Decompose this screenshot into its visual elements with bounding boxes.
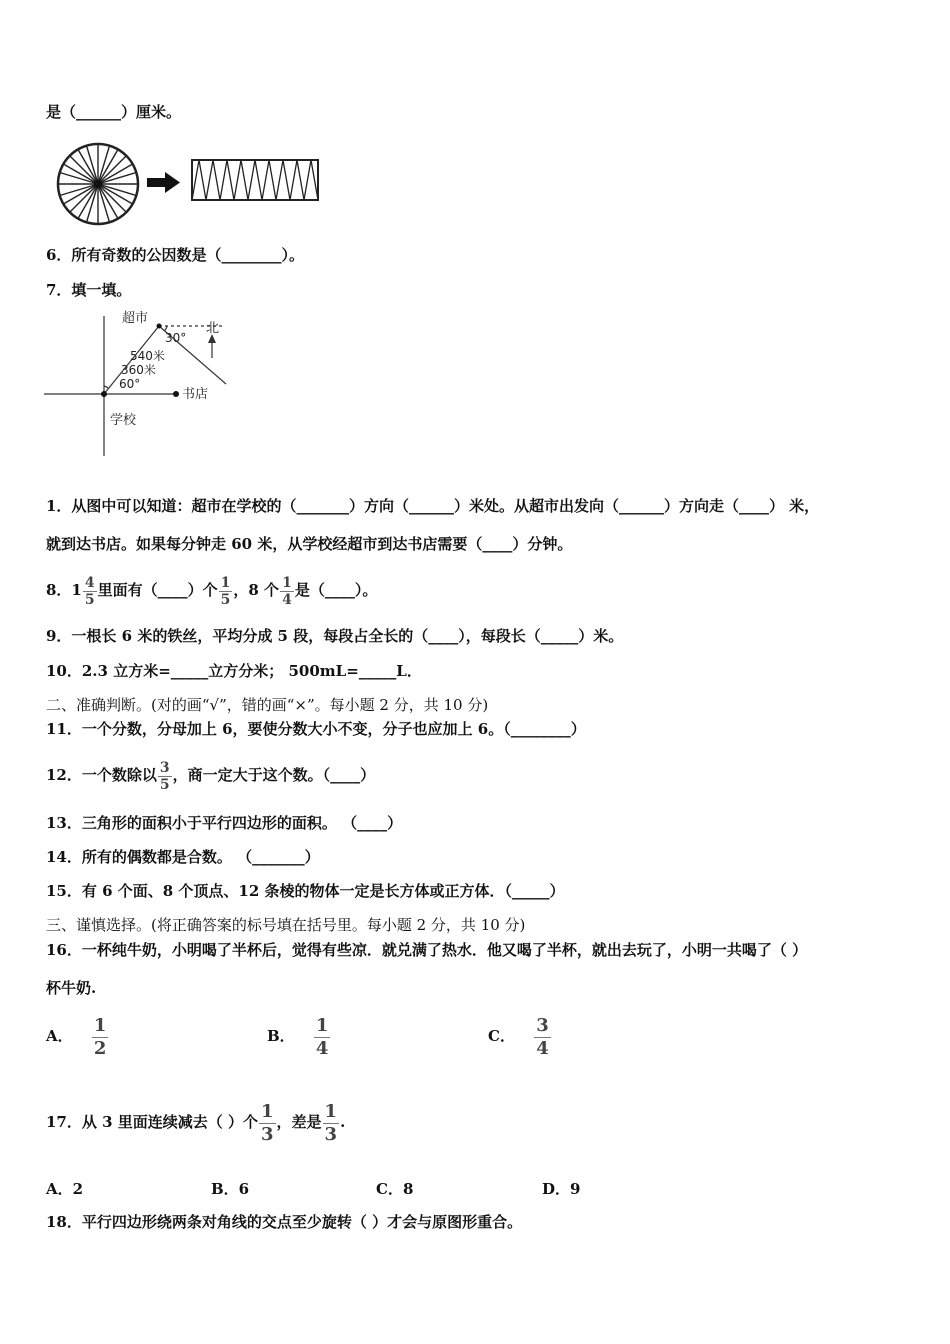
q17-f1-den: 3 xyxy=(260,1123,274,1145)
q17-f2-num: 1 xyxy=(324,1100,338,1122)
q12-text xyxy=(46,755,375,795)
q12-prefix: 12．一个数除以 xyxy=(46,766,157,784)
section-3-heading: 三、谨慎选择。(将正确答案的标号填在括号里。每小题 2 分，共 10 分) xyxy=(46,916,526,934)
zigzag-rectangle xyxy=(192,160,318,200)
q7-1-line1: 1．从图中可以知道：超市在学校的（_______）方向（______）米处。从超市出发向（______）方向走（____） 米， xyxy=(46,497,820,515)
q16-c-num: 3 xyxy=(536,1014,549,1036)
q14-text: 14．所有的偶数都是合数。 （_______） xyxy=(46,848,320,866)
q11-text: 11．一个分数，分母加上 6，要使分数大小不变，分子也应加上 6。（________） xyxy=(46,720,586,738)
right-arrow-icon xyxy=(147,172,180,193)
q16-option-c-label: C． xyxy=(488,1027,515,1045)
q16-a-den: 2 xyxy=(93,1037,107,1059)
q16-option-b[interactable] xyxy=(267,1010,331,1062)
q12-f-num: 3 xyxy=(159,759,170,776)
bookstore-label: 书店 xyxy=(182,387,209,402)
q5-tail-text: 是（______）厘米。 xyxy=(46,103,182,121)
school-point xyxy=(101,391,107,397)
angle-60-label: 60° xyxy=(119,377,141,391)
school-label: 学校 xyxy=(110,413,137,428)
distance-540-label: 540米 xyxy=(130,349,165,363)
q16-line2: 杯牛奶. xyxy=(46,979,97,997)
q8-prefix: 8．1 xyxy=(46,581,82,599)
q17-f2-den: 3 xyxy=(324,1123,338,1145)
q9-text: 9．一根长 6 米的铁丝，平均分成 5 段，每段占全长的（____），每段长（_____）米。 xyxy=(46,627,624,645)
supermarket-label: 超市 xyxy=(122,311,149,326)
q17-option-d[interactable]: D．9 xyxy=(542,1180,581,1198)
q17-suffix: . xyxy=(340,1113,346,1131)
q8-f2-den: 5 xyxy=(220,591,231,608)
north-label: 北 xyxy=(206,321,220,336)
q12-f-den: 5 xyxy=(159,776,170,793)
q8-fraction-1 xyxy=(83,575,97,608)
q16-a-num: 1 xyxy=(93,1014,107,1036)
bookstore-point xyxy=(173,391,179,397)
q13-text: 13．三角形的面积小于平行四边形的面积。 （____） xyxy=(46,814,403,832)
q8-f3-den: 4 xyxy=(282,591,292,608)
q17-prefix: 17．从 3 里面连续减去（ ）个 xyxy=(46,1113,258,1131)
q16-option-c[interactable] xyxy=(488,1010,552,1062)
q8-f1-num: 4 xyxy=(84,574,95,591)
q10-text: 10．2.3 立方米=_____立方分米； 500mL=_____L． xyxy=(46,662,422,680)
q8-fraction-3 xyxy=(280,575,294,608)
q12-suffix: ，商一定大于这个数。（____） xyxy=(172,766,376,784)
circle-to-rectangle-figure xyxy=(52,140,327,230)
q8-suffix: 是（____）。 xyxy=(294,581,378,599)
q17-text xyxy=(46,1096,345,1148)
q16-line1: 16．一杯纯牛奶，小明喝了半杯后，觉得有些凉．就兑满了热水．他又喝了半杯，就出去玩了，小明一共喝了（ ） xyxy=(46,941,808,959)
q17-mid: ，差是 xyxy=(276,1113,322,1131)
q7-1-line2: 就到达书店。如果每分钟走 60 米，从学校经超市到达书店需要（____）分钟。 xyxy=(46,535,573,553)
q15-text: 15．有 6 个面、8 个顶点、12 条棱的物体一定是长方体或正方体．（_____） xyxy=(46,882,565,900)
q8-f2-num: 1 xyxy=(220,574,231,591)
q16-option-a-fraction xyxy=(92,1015,109,1060)
q17-option-c[interactable]: C．8 xyxy=(376,1180,414,1198)
q16-b-num: 1 xyxy=(315,1014,329,1036)
q17-fraction-1 xyxy=(259,1101,276,1146)
q6-text: 6．所有奇数的公因数是（________）。 xyxy=(46,246,304,264)
angle-30-label: 30° xyxy=(165,331,187,345)
q16-option-b-label: B． xyxy=(267,1027,295,1045)
q17-option-a[interactable]: A．2 xyxy=(46,1180,84,1198)
section-2-heading: 二、准确判断。(对的画“√”，错的画“×”。每小题 2 分，共 10 分) xyxy=(46,696,489,714)
q17-option-b[interactable]: B．6 xyxy=(211,1180,250,1198)
q8-mid1: 里面有（____）个 xyxy=(97,581,218,599)
sector-circle xyxy=(58,144,138,224)
distance-360-label: 360米 xyxy=(121,363,156,377)
q17-f1-num: 1 xyxy=(260,1100,274,1122)
q18-text: 18．平行四边形绕两条对角线的交点至少旋转（ ）才会与原图形重合。 xyxy=(46,1213,523,1231)
q8-mid2: ，8 个 xyxy=(233,581,280,599)
q16-option-c-fraction xyxy=(534,1015,551,1060)
supermarket-point xyxy=(157,324,162,329)
location-map-diagram xyxy=(44,306,244,461)
q16-c-den: 4 xyxy=(536,1037,549,1059)
q7-text: 7．填一填。 xyxy=(46,281,132,299)
q8-f1-den: 5 xyxy=(84,591,95,608)
q17-fraction-2 xyxy=(323,1101,340,1146)
q16-option-b-fraction xyxy=(314,1015,331,1060)
q16-b-den: 4 xyxy=(315,1037,329,1059)
q8-f3-num: 1 xyxy=(282,574,292,591)
q16-option-a[interactable] xyxy=(46,1010,109,1062)
q16-option-a-label: A． xyxy=(46,1027,73,1045)
q12-fraction xyxy=(158,760,172,793)
q8-fraction-2 xyxy=(219,575,233,608)
q8-text xyxy=(46,570,377,610)
